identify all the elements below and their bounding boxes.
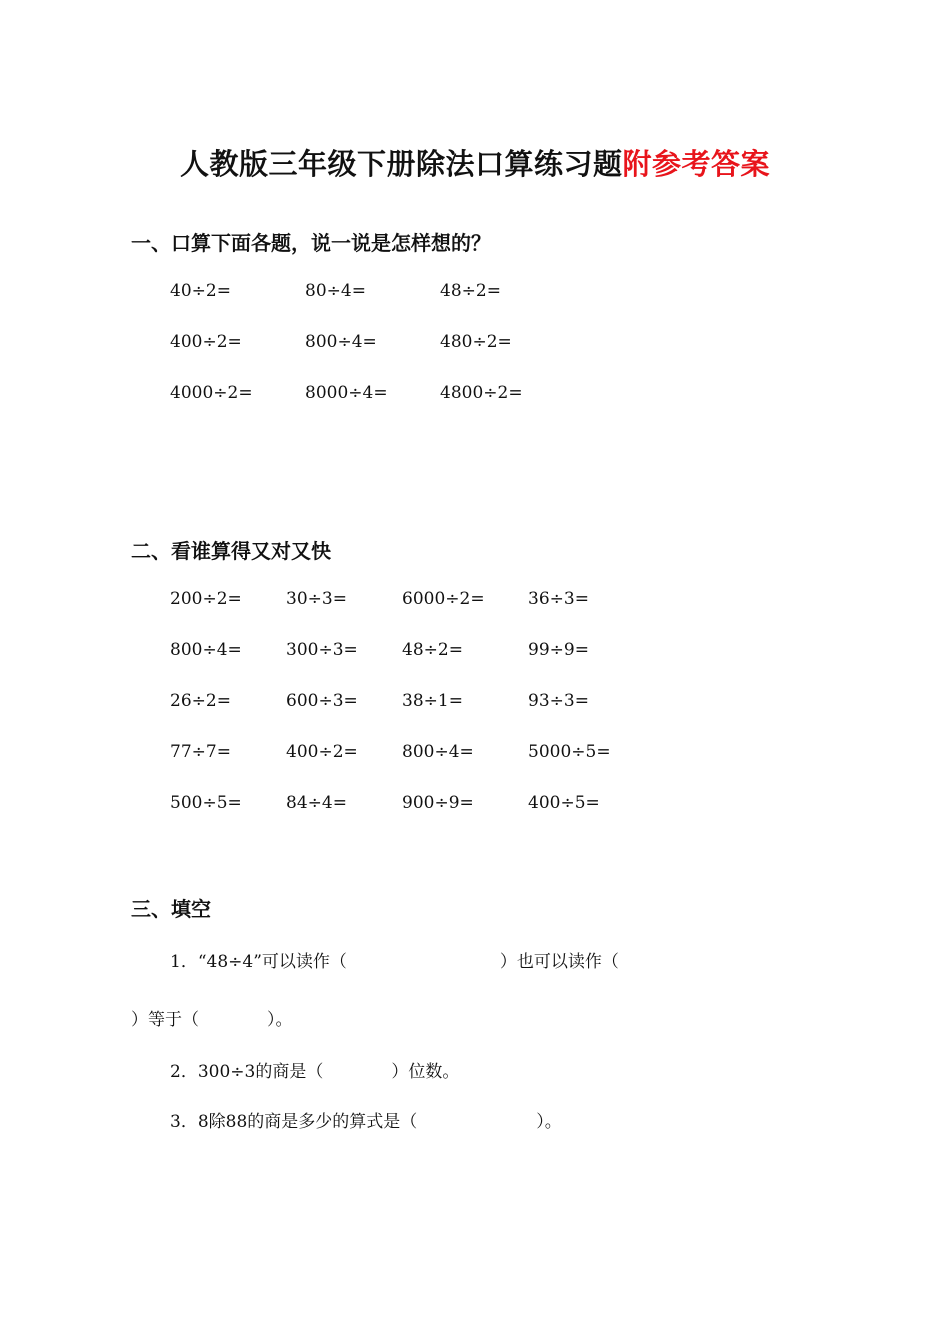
problem: 400÷2=: [286, 742, 358, 762]
problem: 5000÷5=: [528, 742, 611, 762]
fill-question-1-line1: 1．“48÷4”可以读作（ ）也可以读作（: [170, 952, 619, 972]
problem: 500÷5=: [170, 793, 242, 813]
problem: 30÷3=: [286, 589, 347, 609]
fill-question-2: 2．300÷3的商是（ ）位数。: [170, 1062, 460, 1082]
problem: 600÷3=: [286, 691, 358, 711]
problem: 48÷2=: [440, 281, 501, 301]
fill-question-3: 3．8除88的商是多少的算式是（ ）。: [170, 1112, 562, 1132]
section1-heading: 一、口算下面各题，说一说是怎样想的？: [131, 231, 491, 255]
problem: 8000÷4=: [305, 383, 388, 403]
problem: 480÷2=: [440, 332, 512, 352]
page-title: [0, 142, 950, 183]
problem: 4800÷2=: [440, 383, 523, 403]
problem: 26÷2=: [170, 691, 231, 711]
problem: 48÷2=: [402, 640, 463, 660]
problem: 300÷3=: [286, 640, 358, 660]
problem: 900÷9=: [402, 793, 474, 813]
problem: 4000÷2=: [170, 383, 253, 403]
problem: 93÷3=: [528, 691, 589, 711]
problem: 77÷7=: [170, 742, 231, 762]
problem: 800÷4=: [305, 332, 377, 352]
problem: 80÷4=: [305, 281, 366, 301]
problem: 6000÷2=: [402, 589, 485, 609]
problem: 40÷2=: [170, 281, 231, 301]
problem: 400÷5=: [528, 793, 600, 813]
problem: 800÷4=: [170, 640, 242, 660]
title-highlight: 附参考答案: [622, 147, 771, 181]
title-main: 人教版三年级下册除法口算练习题: [179, 147, 623, 181]
section2-heading: 二、看谁算得又对又快: [131, 539, 331, 563]
problem: 38÷1=: [402, 691, 463, 711]
problem: 200÷2=: [170, 589, 242, 609]
fill-question-1-line2: ）等于（ ）。: [131, 1010, 293, 1030]
problem: 99÷9=: [528, 640, 589, 660]
problem: 400÷2=: [170, 332, 242, 352]
problem: 800÷4=: [402, 742, 474, 762]
problem: 36÷3=: [528, 589, 589, 609]
section3-heading: 三、填空: [131, 897, 211, 921]
problem: 84÷4=: [286, 793, 347, 813]
